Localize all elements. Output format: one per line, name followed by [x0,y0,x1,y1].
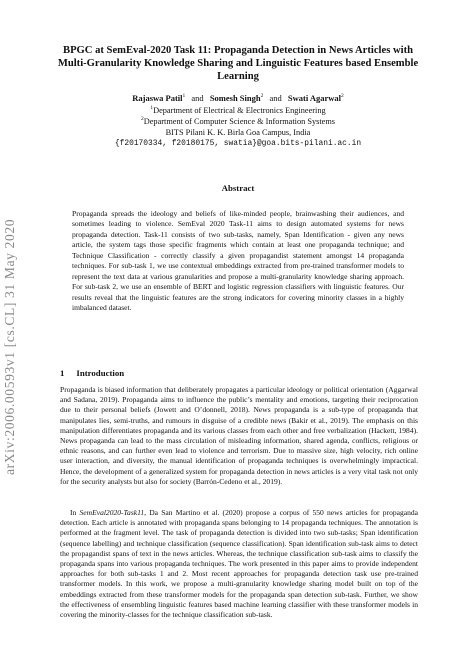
section-number: 1 [60,368,65,378]
affiliation-text: Department of Electrical & Electronics Engineering [153,106,326,115]
author-affil-mark: 1 [182,93,186,100]
abstract-text: Propaganda spreads the ideology and beliefs of like-minded people, brainwashing their audiences, and sometimes leading to violence. SemEval 2020 Task-11 aims to design automated systems for news propaganda detection. Task-11 consists of two sub-tasks, namely, Span Identification - given any news article, the system tags those specific fragments which contain at least one propaganda technique; and Technique Classification - correctly classify a given propagandist statement amongst 14 propaganda techniques. For sub-task 1, we use contextual embeddings extracted from pre-trained transformer models to represent the text data at various granularities and propose a multi-granularity knowledge sharing approach. For sub-task 2, we use an ensemble of BERT and logistic regression classifiers with linguistic features. Our results reveal that the linguistic features are the strong indicators for covering minority classes in a highly imbalanced dataset. [72,209,404,313]
affiliation-mark: 2 [141,116,144,123]
intro-p2-body: , Da San Martino et al. (2020) propose a corpus of 550 news articles for propaganda detection. Each article is annotated with propaganda spans belonging to 14 propaganda techniques. The annotation is performed at the fragment level. The task of propaganda detection is divided into two sub-tasks; Span identification (sequence labelling) and technique classification (sequence classification). Span identification sub-task aims to detect the propagandist spans of text in the news articles. Whereas, the technique classification sub-task aims to classify the propaganda spans into various propaganda techniques. The work presented in this paper aims to provide independent approaches for both sub-tasks 1 and 2. Most recent approaches for propaganda detection task use pre-trained transformer models. In this work, we propose a multi-granularity knowledge sharing model built on top of the embeddings extracted from these transformer models for the propaganda span detection sub-task. Further, we show the effectiveness of ensembling linguistic features based machine learning classifier with these transformer models in covering the minority-classes for the technique classification sub-task. [60,508,418,620]
author-name: Swati Agarwal [287,93,342,103]
author-emails: {f20170334, f20180175, swatia}@goa.bits-pilani.ac.in [114,139,362,148]
author-affil-mark: 2 [341,93,344,100]
and-separator: and [191,93,204,103]
section-title: Introduction [76,368,125,378]
institution: BITS Pilani K. K. Birla Goa Campus, India [165,128,311,137]
author-list [52,93,424,104]
intro-paragraph-2 [60,508,418,620]
section-heading [60,368,124,378]
intro-paragraph-1: Propaganda is biased information that deliberately propagates a particular ideology or political orientation (Aggarwal and Sadana, 2019). Propaganda aims to influence the public’s mentality and emotions, targeting their reciprocation due to their personal beliefs (Jowett and O’donnell, 2018). News propaganda is a sub-type of propaganda that manipulates lies, semi-truths, and rumours in disguise of a credible news (Bakir et al., 2019). The emphasis on this manipulation differentiates propaganda and its various classes from each other and free verbalization (Hackett, 1984). News propaganda can lead to the mass circulation of misleading information, shared agenda, conflicts, religious or ethnic reasons, and can further even lead to violence and terrorism. Due to massive size, high velocity, rich online user interaction, and diversity, the manual identification of propaganda techniques is overwhelmingly impractical. Hence, the development of a generalized system for propaganda detection in news articles is a very vital task not only for the security analysts but also for society (Barrón-Cedeno et al., 2019). [60,385,418,486]
paper-title: BPGC at SemEval-2020 Task 11: Propaganda Detection in News Articles with Multi-Granularity Knowledge Sharing and Linguistic Features based Ensemble Learning [57,45,419,82]
affiliation-line [52,116,424,127]
arxiv-identifier: arXiv:2006.00593v1 [cs.CL] 31 May 2020 [2,218,17,475]
task-name: SemEval2020-Task11 [79,508,145,517]
affiliation-text: Department of Computer Science & Information Systems [143,117,335,126]
affiliation-mark: 1 [150,105,154,112]
intro-p2-start: In [70,508,77,517]
affiliation-line [52,105,424,116]
abstract-heading: Abstract [221,183,255,193]
author-affil-mark: 2 [260,93,264,100]
author-name: Somesh Singh [209,93,261,103]
author-name: Rajaswa Patil [132,93,183,103]
and-separator: and [269,93,282,103]
